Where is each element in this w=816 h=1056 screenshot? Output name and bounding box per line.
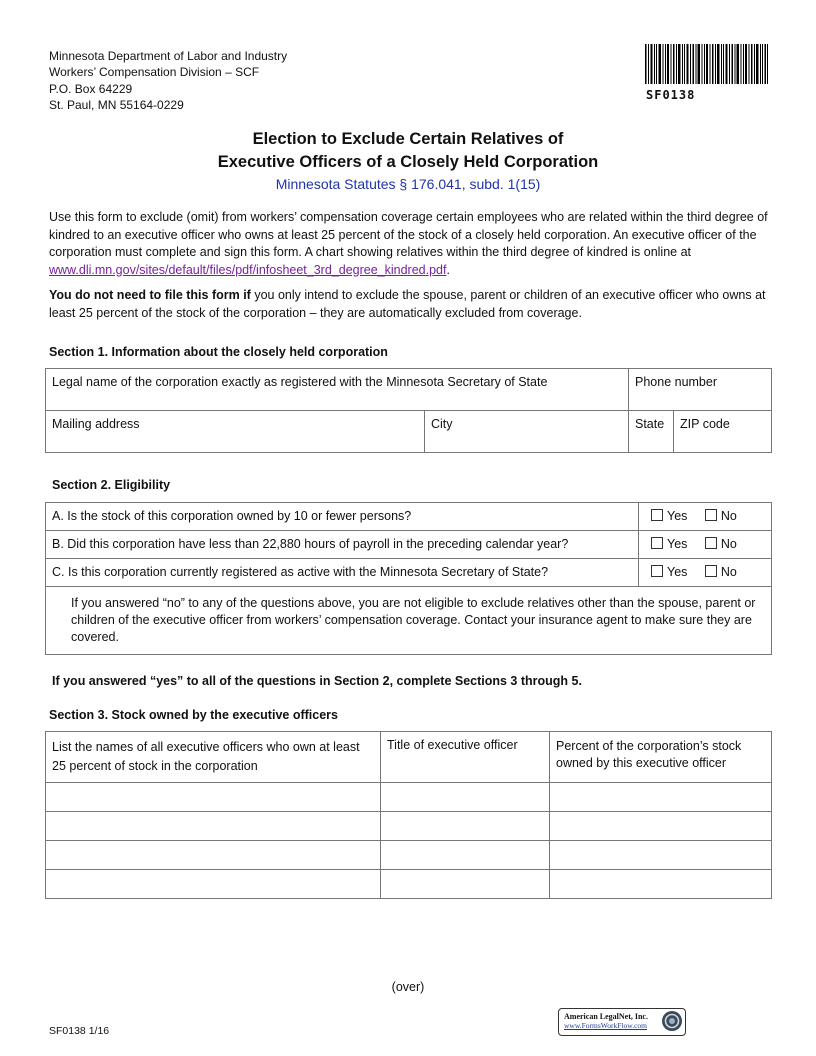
address-line: St. Paul, MN 55164-0229 bbox=[49, 97, 184, 112]
officer-name-cell[interactable] bbox=[46, 841, 381, 870]
legalnet-logo[interactable] bbox=[558, 1008, 686, 1036]
address-line: Minnesota Department of Labor and Industry bbox=[49, 49, 288, 63]
table-row bbox=[46, 870, 772, 899]
stock-percent-cell[interactable] bbox=[550, 783, 772, 812]
officer-title-header: Title of executive officer bbox=[381, 732, 550, 783]
yes-label: Yes bbox=[667, 565, 688, 579]
officer-name-cell[interactable] bbox=[46, 870, 381, 899]
table-row bbox=[46, 841, 772, 870]
logo-line1: American LegalNet, Inc. bbox=[564, 1012, 648, 1021]
statute-reference: Minnesota Statutes § 176.041, subd. 1(15) bbox=[275, 176, 541, 192]
mailing-address-field[interactable] bbox=[46, 411, 425, 453]
no-label: No bbox=[720, 565, 737, 579]
officer-title-cell[interactable] bbox=[381, 870, 550, 899]
yes-checkbox[interactable] bbox=[651, 565, 663, 577]
barcode-label: SF0138 bbox=[646, 88, 696, 102]
form-title-line2: Executive Officers of a Closely Held Corporation bbox=[217, 153, 599, 171]
legal-name-label: Legal name of the corporation exactly as registered with the Minnesota Secretary of State bbox=[52, 375, 548, 389]
yes-checkbox[interactable] bbox=[651, 509, 663, 521]
yes-label: Yes bbox=[667, 509, 688, 523]
officer-title-cell[interactable] bbox=[381, 812, 550, 841]
question-b-answer bbox=[639, 531, 772, 559]
kindred-chart-link[interactable]: www.dli.mn.gov/sites/default/files/pdf/infosheet_3rd_degree_kindred.pdf bbox=[49, 262, 447, 277]
agency-address bbox=[49, 48, 287, 113]
no-checkbox[interactable] bbox=[705, 565, 717, 577]
zip-label: ZIP code bbox=[680, 417, 730, 431]
stock-percent-cell[interactable] bbox=[550, 870, 772, 899]
no-label: No bbox=[720, 509, 737, 523]
stock-percent-cell[interactable] bbox=[550, 812, 772, 841]
legal-name-field[interactable] bbox=[46, 369, 629, 411]
logo-line2: www.FormsWorkFlow.com bbox=[564, 1021, 648, 1030]
note-text: you only intend to exclude the spouse, parent or children of an executive officer who owns at least 25 percent of the stock of the corporation – they are automatically excluded from coverage. bbox=[49, 288, 766, 320]
no-checkbox[interactable] bbox=[705, 537, 717, 549]
city-field[interactable] bbox=[424, 411, 628, 453]
state-label: State bbox=[635, 417, 665, 431]
question-a: A. Is the stock of this corporation owned by 10 or fewer persons? bbox=[46, 503, 639, 531]
section3-heading: Section 3. Stock owned by the executive officers bbox=[49, 708, 338, 722]
address-line: P.O. Box 64229 bbox=[49, 81, 133, 96]
stock-percent-header: Percent of the corporation’s stock owned by this executive officer bbox=[550, 732, 772, 783]
yes-checkbox[interactable] bbox=[651, 537, 663, 549]
phone-field[interactable] bbox=[629, 369, 772, 411]
form-code: SF0138 1/16 bbox=[49, 1025, 110, 1037]
question-a-answer bbox=[639, 503, 772, 531]
officer-name-cell[interactable] bbox=[46, 812, 381, 841]
globe-icon bbox=[661, 1010, 683, 1032]
intro-text: Use this form to exclude (omit) from workers’ compensation coverage certain employees who are related within the third degree of kindred to an executive officer who owns at least 25 percent of the stock of a closely held corporation. An executive officer of the corporation must complete and sign this form. A chart showing relatives within the third degree of kindred is online at bbox=[49, 210, 768, 259]
state-field[interactable] bbox=[629, 411, 674, 453]
no-checkbox[interactable] bbox=[705, 509, 717, 521]
yes-label: Yes bbox=[667, 537, 688, 551]
note-bold-lead: You do not need to file this form if bbox=[49, 288, 251, 302]
mailing-address-label: Mailing address bbox=[52, 417, 140, 431]
table-row bbox=[46, 783, 772, 812]
officer-name-header: List the names of all executive officers who own at least 25 percent of stock in the corporation bbox=[46, 732, 381, 783]
question-c: C. Is this corporation currently registered as active with the Minnesota Secretary of State? bbox=[46, 559, 639, 587]
question-c-answer bbox=[639, 559, 772, 587]
zip-field[interactable] bbox=[674, 411, 772, 453]
barcode-icon bbox=[645, 44, 768, 84]
address-line: Workers’ Compensation Division – SCF bbox=[49, 65, 260, 80]
eligibility-warning: If you answered “no” to any of the questions above, you are not eligible to exclude relatives other than the spouse, parent or children of the executive officer from workers’ compensation coverage. Contact your insurance agent to make sure they are covered. bbox=[46, 587, 772, 655]
page-continuation: (over) bbox=[391, 980, 425, 994]
question-b: B. Did this corporation have less than 22,880 hours of payroll in the preceding calendar year? bbox=[46, 531, 639, 559]
form-title-line1: Election to Exclude Certain Relatives of bbox=[252, 130, 564, 148]
table-row bbox=[46, 812, 772, 841]
officer-title-cell[interactable] bbox=[381, 783, 550, 812]
stock-percent-cell[interactable] bbox=[550, 841, 772, 870]
section1-table bbox=[45, 368, 772, 453]
section1-heading: Section 1. Information about the closely held corporation bbox=[49, 345, 388, 359]
no-label: No bbox=[720, 537, 737, 551]
eligibility-table bbox=[45, 502, 772, 655]
section2-instruction: If you answered “yes” to all of the questions in Section 2, complete Sections 3 through 5. bbox=[52, 674, 582, 688]
intro-text-end: . bbox=[446, 262, 450, 277]
officer-title-cell[interactable] bbox=[381, 841, 550, 870]
officer-name-cell[interactable] bbox=[46, 783, 381, 812]
note-paragraph bbox=[49, 287, 771, 322]
stock-table bbox=[45, 731, 772, 899]
phone-label: Phone number bbox=[635, 375, 718, 389]
section2-heading: Section 2. Eligibility bbox=[52, 478, 171, 492]
intro-paragraph bbox=[49, 209, 771, 279]
city-label: City bbox=[430, 417, 453, 431]
